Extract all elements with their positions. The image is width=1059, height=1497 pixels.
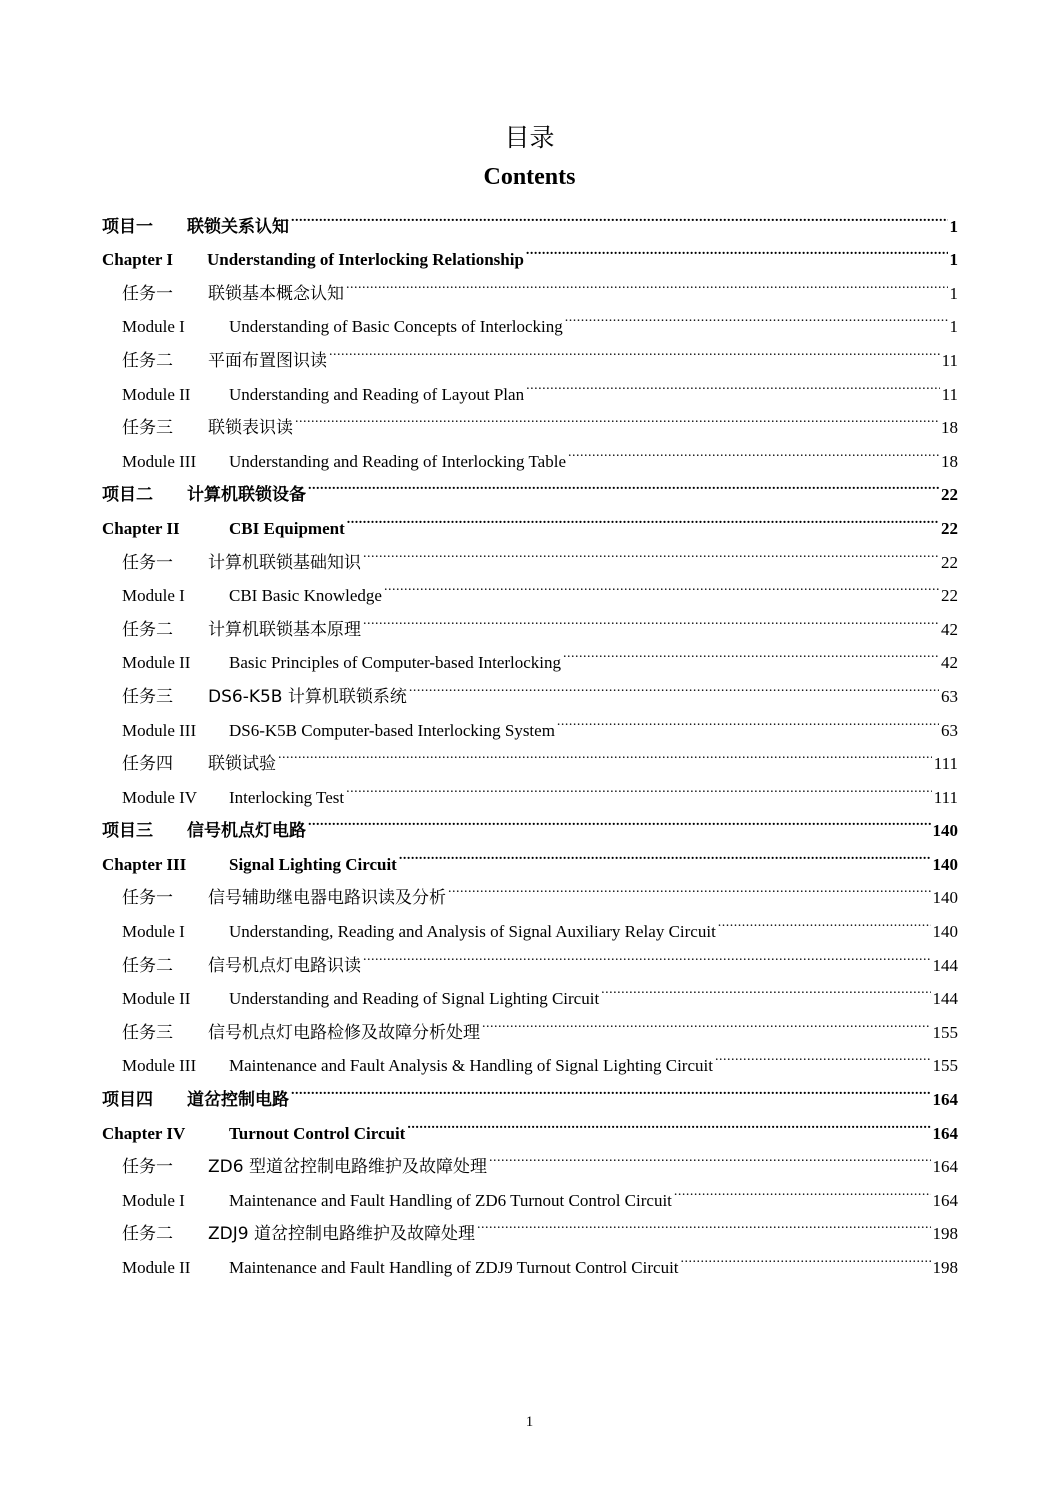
toc-entry-page-number: 42: [941, 619, 958, 639]
dot-leader: [384, 568, 939, 602]
dot-leader: [557, 702, 939, 736]
toc-entry-label: 项目一: [102, 216, 153, 237]
dot-leader: [295, 400, 939, 434]
toc-entry-page-number: 140: [932, 922, 958, 942]
toc-entry-page-number: 155: [932, 1022, 958, 1042]
toc-entry-page-number: 11: [941, 384, 958, 404]
toc-entry-page-number: 22: [941, 518, 958, 538]
toc-entry-title: Basic Principles of Computer-based Interlocking: [229, 653, 562, 673]
page-title-english: Contents: [483, 164, 576, 190]
toc-entry-title: CBI Basic Knowledge: [229, 586, 382, 606]
toc-entry-page-number: 22: [941, 485, 958, 505]
toc-chapter-entry[interactable]: [102, 198, 958, 237]
dot-leader: [346, 769, 932, 803]
toc-entry-page-number: 1: [949, 317, 958, 337]
page-number: 1: [525, 1414, 534, 1430]
dot-leader: [291, 198, 948, 232]
toc-entry-label: Chapter III: [102, 854, 187, 874]
toc-entry-title: Understanding, Reading and Analysis of Signal Auxiliary Relay Circuit: [229, 922, 716, 942]
toc-entry-label: Module II: [122, 653, 191, 673]
toc-entry-title: Maintenance and Fault Handling of ZDJ9 Turnout Control Circuit: [229, 1258, 679, 1277]
toc-entry-label: 项目二: [102, 485, 153, 506]
toc-entry-page-number: 164: [932, 1190, 958, 1210]
toc-entry-title: 联锁表识读: [208, 418, 293, 439]
dot-leader: [347, 500, 939, 534]
dot-leader: [681, 1239, 931, 1273]
table-of-contents: [102, 198, 958, 1277]
dot-leader: [448, 870, 931, 904]
toc-entry-label: Module III: [122, 1056, 197, 1076]
toc-entry-page-number: 140: [932, 888, 958, 908]
toc-entry-page-number: 198: [932, 1224, 958, 1244]
toc-entry-page-number: 42: [941, 653, 958, 673]
dot-leader: [526, 366, 940, 400]
toc-entry-title: Understanding of Interlocking Relationship: [207, 250, 524, 270]
dot-leader: [563, 635, 939, 669]
toc-entry-label: Module III: [122, 451, 197, 471]
toc-entry-label: Module I: [122, 1190, 185, 1210]
toc-entry-title: 道岔控制电路: [187, 1090, 289, 1111]
toc-entry-label: 任务一: [122, 888, 173, 909]
toc-entry-label: 任务一: [122, 1157, 173, 1178]
toc-entry-label: 任务二: [122, 955, 173, 976]
dot-leader: [674, 1172, 931, 1206]
dot-leader: [346, 265, 948, 299]
toc-entry-page-number: 198: [932, 1258, 958, 1277]
dot-leader: [718, 903, 931, 937]
toc-entry-label: 任务二: [122, 619, 173, 640]
toc-entry-label: Module I: [122, 586, 185, 606]
toc-entry-page-number: 140: [932, 821, 958, 841]
dot-leader: [489, 1139, 931, 1173]
toc-entry-page-number: 63: [941, 686, 958, 706]
dot-leader: [565, 299, 948, 333]
dot-leader: [568, 433, 939, 467]
toc-entry-label: 任务三: [122, 686, 173, 707]
toc-entry-page-number: 22: [941, 586, 958, 606]
toc-entry-title: 联锁基本概念认知: [208, 283, 344, 304]
toc-entry-label: Module II: [122, 384, 191, 404]
toc-entry-title: DS6-K5B 计算机联锁系统: [208, 686, 407, 707]
toc-entry-title: Maintenance and Fault Handling of ZD6 Turnout Control Circuit: [229, 1190, 672, 1210]
dot-leader: [363, 534, 939, 568]
dot-leader: [363, 937, 931, 971]
toc-entry-page-number: 18: [941, 451, 958, 471]
toc-entry-label: Module III: [122, 720, 197, 740]
toc-entry-label: 项目四: [102, 1090, 153, 1111]
dot-leader: [482, 1004, 931, 1038]
toc-entry-title: 信号机点灯电路: [187, 821, 306, 842]
toc-entry-page-number: 111: [933, 754, 958, 774]
dot-leader: [308, 803, 931, 837]
toc-entry-title: CBI Equipment: [229, 518, 345, 538]
toc-entry-title: 平面布置图识读: [208, 350, 327, 371]
toc-entry-page-number: 111: [933, 787, 958, 807]
toc-entry-label: 任务三: [122, 418, 173, 439]
toc-entry-label: Module I: [122, 922, 185, 942]
toc-entry-title: Interlocking Test: [229, 787, 345, 807]
toc-entry-title: 信号机点灯电路识读: [208, 955, 361, 976]
dot-leader: [715, 1038, 931, 1072]
toc-entry-page-number: 164: [932, 1157, 958, 1177]
toc-entry-label: Chapter II: [102, 518, 180, 538]
toc-entry-page-number: 164: [932, 1090, 958, 1110]
toc-entry-label: 任务一: [122, 283, 173, 304]
dot-leader: [308, 467, 939, 501]
toc-entry-title: Understanding and Reading of Signal Lighting Circuit: [229, 989, 600, 1009]
toc-entry-page-number: 1: [949, 283, 958, 303]
toc-entry-title: ZDJ9 道岔控制电路维护及故障处理: [208, 1224, 475, 1245]
toc-entry-page-number: 18: [941, 418, 958, 438]
dot-leader: [363, 601, 939, 635]
toc-entry-title: Understanding and Reading of Interlocking Table: [229, 451, 566, 471]
toc-entry-label: 任务一: [122, 552, 173, 573]
toc-entry-label: Module II: [122, 989, 191, 1009]
toc-entry-label: 项目三: [102, 821, 153, 842]
toc-entry-title: 信号辅助继电器电路识读及分析: [208, 888, 446, 909]
toc-entry-page-number: 1: [949, 250, 958, 270]
toc-entry-label: 任务二: [122, 350, 173, 371]
toc-entry-page-number: 63: [941, 720, 958, 740]
page-title-chinese: 目录: [504, 123, 555, 152]
toc-entry-title: 计算机联锁基本原理: [208, 619, 361, 640]
toc-entry-title: 联锁关系认知: [187, 216, 289, 237]
toc-entry-title: 信号机点灯电路检修及故障分析处理: [208, 1022, 480, 1043]
dot-leader: [526, 232, 948, 266]
toc-entry-label: Module IV: [122, 787, 198, 807]
toc-entry-page-number: 144: [932, 989, 958, 1009]
toc-entry-page-number: 1: [949, 216, 958, 236]
toc-entry-title: 计算机联锁设备: [187, 485, 306, 506]
toc-entry-title: Maintenance and Fault Analysis & Handling of Signal Lighting Circuit: [229, 1056, 713, 1076]
toc-entry-page-number: 140: [932, 854, 958, 874]
toc-entry-title: ZD6 型道岔控制电路维护及故障处理: [208, 1157, 487, 1178]
dot-leader: [278, 736, 932, 770]
dot-leader: [291, 1071, 931, 1105]
dot-leader: [329, 332, 940, 366]
toc-entry-title: Turnout Control Circuit: [229, 1123, 406, 1143]
toc-entry-title: Signal Lighting Circuit: [229, 854, 397, 874]
toc-entry-label: 任务三: [122, 1022, 173, 1043]
toc-entry-label: Module I: [122, 317, 185, 337]
dot-leader: [407, 1105, 930, 1139]
toc-entry-label: 任务四: [122, 754, 173, 775]
toc-entry-title: 计算机联锁基础知识: [208, 552, 361, 573]
dot-leader: [399, 836, 931, 870]
toc-entry-label: 任务二: [122, 1224, 173, 1245]
toc-entry-title: Understanding of Basic Concepts of Interlocking: [229, 317, 563, 337]
dot-leader: [477, 1206, 931, 1240]
dot-leader: [601, 971, 930, 1005]
toc-entry-page-number: 22: [941, 552, 958, 572]
toc-entry-page-number: 11: [941, 350, 958, 370]
toc-entry-page-number: 144: [932, 955, 958, 975]
toc-entry-label: Chapter IV: [102, 1123, 186, 1143]
toc-entry-page-number: 164: [932, 1123, 958, 1143]
toc-entry-label: Chapter I: [102, 250, 173, 270]
dot-leader: [409, 668, 939, 702]
toc-entry-page-number: 155: [932, 1056, 958, 1076]
toc-entry-title: 联锁试验: [208, 754, 276, 775]
toc-entry-title: Understanding and Reading of Layout Plan: [229, 384, 525, 404]
toc-entry-label: Module II: [122, 1258, 191, 1277]
toc-entry-title: DS6-K5B Computer-based Interlocking System: [229, 720, 555, 740]
